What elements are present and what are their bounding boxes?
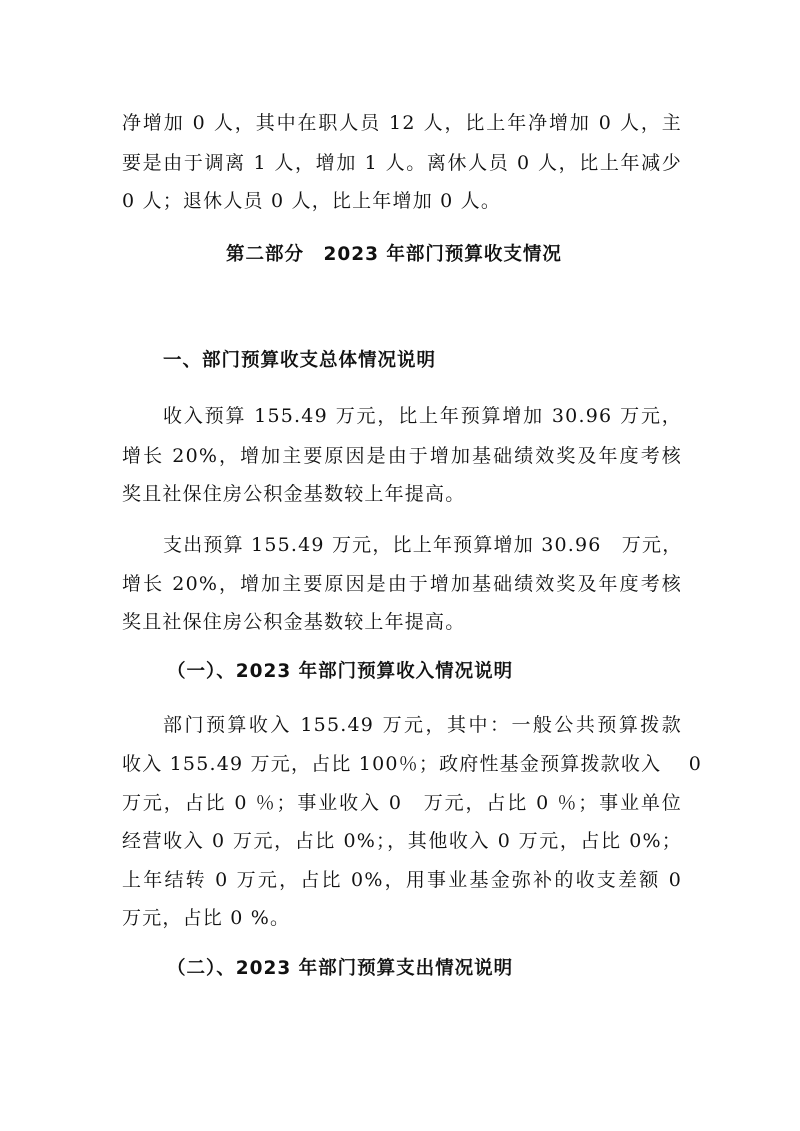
income-line-1: 收入预算 155.49 万元，比上年预算增加 30.96 万元，	[163, 405, 682, 427]
revenue-line-6: 万元，占比 0 %。	[122, 907, 291, 929]
intro-line-1: 净增加 0 人，其中在职人员 12 人，比上年净增加 0 人，主	[122, 112, 682, 134]
intro-line-3: 0 人；退休人员 0 人，比上年增加 0 人。	[122, 190, 502, 212]
income-line-3: 奖且社保住房公积金基数较上年提高。	[122, 483, 466, 505]
subsection1-heading: （一）、2023 年部门预算收入情况说明	[167, 661, 514, 682]
revenue-line-3: 万元，占比 0 ％；事业收入 0 万元，占比 0 ％；事业单位	[122, 792, 682, 814]
intro-line-2: 要是由于调离 1 人，增加 1 人。离休人员 0 人，比上年减少	[122, 152, 682, 174]
section1-heading: 一、部门预算收支总体情况说明	[163, 350, 437, 371]
revenue-line-5: 上年结转 0 万元，占比 0%，用事业基金弥补的收支差额 0	[122, 869, 682, 891]
subsection2-heading: （二）、2023 年部门预算支出情况说明	[167, 958, 514, 979]
revenue-line-4: 经营收入 0 万元，占比 0%；，其他收入 0 万元，占比 0%；	[122, 830, 682, 852]
expense-line-2: 增长 20%，增加主要原因是由于增加基础绩效奖及年度考核	[122, 573, 682, 595]
expense-line-1: 支出预算 155.49 万元，比上年预算增加 30.96 万元，	[163, 534, 683, 556]
expense-line-3: 奖且社保住房公积金基数较上年提高。	[122, 611, 466, 633]
revenue-line-1: 部门预算收入 155.49 万元，其中：一般公共预算拨款	[163, 714, 682, 736]
income-line-2: 增长 20%，增加主要原因是由于增加基础绩效奖及年度考核	[122, 445, 682, 467]
revenue-line-2: 收入 155.49 万元，占比 100％；政府性基金预算拨款收入 0	[122, 753, 702, 775]
part-title: 第二部分 2023 年部门预算收支情况	[226, 244, 562, 265]
